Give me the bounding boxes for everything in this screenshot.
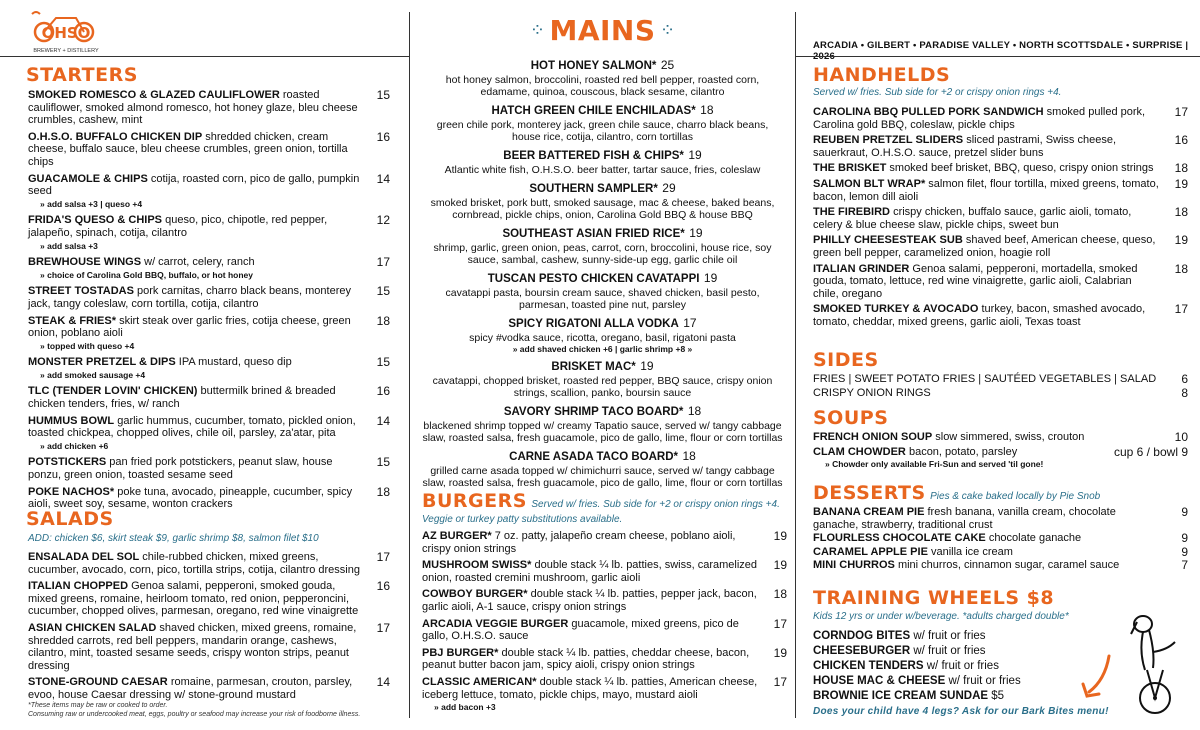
training-wheels-note: Kids 12 yrs or under w/beverage. *adults charged double* <box>813 611 1069 622</box>
item-header <box>422 101 783 119</box>
starters-list <box>28 89 392 515</box>
item-desc: roasted cauliflower, smoked almond romesco, hot honey glaze, bleu cheese crumbles, cashew, mint <box>28 89 358 127</box>
item-desc: shaved beef, American cheese, queso, green bell pepper, caramelized onion, hoagie roll <box>813 234 1156 259</box>
burgers-list <box>422 530 789 718</box>
item-price: 17 <box>773 674 787 689</box>
menu-item <box>28 456 392 481</box>
item-name: REUBEN PRETZEL SLIDERS <box>813 134 964 147</box>
item-price: 17 <box>1174 105 1188 119</box>
item-name: STONE-GROUND CAESAR <box>28 676 168 689</box>
menu-item <box>422 618 789 643</box>
item-desc: blackened shrimp topped w/ creamy Tapatio sauce, served w/ tangy cabbage slaw, roasted salsa, fresh guacamole, pico de gallo, lime, flour or corn tortillas <box>422 420 783 444</box>
menu-item <box>28 580 392 618</box>
menu-item <box>28 256 392 281</box>
menu-item <box>28 315 392 353</box>
item-addon: » add chicken +6 <box>40 440 109 451</box>
item-price: 17 <box>683 316 697 330</box>
menu-item <box>813 234 1190 259</box>
item-name: TUSCAN PESTO CHICKEN CAVATAPPI <box>487 273 700 285</box>
item-name: CORNDOG BITES <box>813 630 911 642</box>
item-name: BREWHOUSE WINGS <box>28 256 142 269</box>
item-addon: » add salsa +3 <box>40 240 98 251</box>
item-desc: double stack ¼ lb. patties, cheddar cheese, bacon, peanut butter bacon jam, spicy aioli, crispy onion strings <box>422 646 750 672</box>
training-wheels-title: TRAINING WHEELS $8 <box>813 587 1055 609</box>
item-price: 17 <box>1174 302 1188 317</box>
item-name: MINI CHURROS <box>813 559 895 572</box>
item-addon: » choice of Carolina Gold BBQ, buffalo, or hot honey <box>40 269 253 280</box>
item-price: 15 <box>376 284 390 299</box>
item-price: 6 <box>1181 372 1188 386</box>
desserts-note: Pies & cake baked locally by Pie Snob <box>930 491 1101 502</box>
item-price: 29 <box>662 181 676 195</box>
menu-item <box>813 446 1190 471</box>
item-name: BANANA CREAM PIE <box>813 506 925 518</box>
kids-item <box>813 674 1063 689</box>
item-addon: » Chowder only available Fri-Sun and served 'til gone! <box>825 459 1044 470</box>
item-name: BROWNIE ICE CREAM SUNDAE <box>813 690 989 702</box>
item-desc: smoked pulled pork, Carolina gold BBQ, coleslaw, pickle chips <box>813 106 1146 131</box>
item-price: 17 <box>773 616 787 631</box>
item-price: 18 <box>1174 261 1188 276</box>
item-price: 9 <box>1181 544 1188 559</box>
menu-item <box>813 431 1190 444</box>
menu-item <box>813 373 1190 386</box>
item-price: 16 <box>1174 133 1188 148</box>
item-name: STEAK & FRIES* <box>28 314 117 327</box>
disclaimer-line: Consuming raw or undercooked meat, eggs, poultry or seafood may increase your risk of foodborne illness. <box>28 710 361 718</box>
item-price: 19 <box>773 558 787 573</box>
item-name: PHILLY CHEESESTEAK SUB <box>813 234 963 247</box>
item-price: 18 <box>773 587 787 602</box>
sides-list <box>813 373 1190 400</box>
menu-item <box>28 131 392 169</box>
handhelds-title: HANDHELDS <box>813 64 951 86</box>
menu-item <box>422 676 789 714</box>
item-desc: Genoa salami, pepperoni, smoked gouda, mixed greens, romaine, heirloom tomato, red onion, pepperoncini, cucumber, chopped olives, parmesan, oregano, red wine vinaigrette <box>28 580 359 618</box>
header-rule <box>0 56 410 57</box>
item-name: SPICY RIGATONI ALLA VODKA <box>508 318 679 330</box>
item-desc: pork carnitas, charro black beans, monterey jack, tangy coleslaw, corn tortilla, cotija, cilantro <box>28 285 351 310</box>
item-price: 15 <box>376 88 390 102</box>
item-header <box>422 179 783 197</box>
burgers-note: Served w/ fries. Sub side for +2 or crispy onion rings +4. <box>531 499 780 510</box>
item-price: 17 <box>376 550 390 564</box>
menu-item <box>813 506 1190 531</box>
menu-item <box>422 588 789 613</box>
menu-item <box>28 415 392 453</box>
item-desc: shrimp, garlic, green onion, peas, carrot, corn, broccolini, house rice, soy sauce, sambal, cashew, sunny-side-up egg, garlic chile oil <box>433 242 772 266</box>
menu-item <box>28 285 392 310</box>
item-price: cup 6 / bowl 9 <box>1113 444 1188 459</box>
menu-item <box>28 551 392 576</box>
item-price: 19 <box>640 359 654 373</box>
menu-item <box>422 647 789 672</box>
main-item <box>422 357 783 399</box>
menu-item <box>813 303 1190 328</box>
item-price: 19 <box>773 529 787 543</box>
item-name: CLASSIC AMERICAN* <box>422 675 537 688</box>
item-name: SAVORY SHRIMP TACO BOARD* <box>503 406 684 418</box>
item-desc: grilled carne asada topped w/ chimichurri sauce, served w/ tangy cabbage slaw, roasted salsa, fresh guacamole, pico de gallo, lime, flour or corn tortillas <box>422 465 783 489</box>
item-price: 18 <box>376 484 390 499</box>
menu-item <box>813 532 1190 545</box>
item-name: CARAMEL APPLE PIE <box>813 545 928 558</box>
item-price: 25 <box>660 58 675 72</box>
menu-item <box>813 559 1190 572</box>
menu-item <box>28 385 392 410</box>
item-desc: Atlantic white fish, O.H.S.O. beer batter, tartar sauce, fries, coleslaw <box>444 164 761 176</box>
menu-item <box>28 676 392 701</box>
item-name: BRISKET MAC* <box>551 361 636 373</box>
item-price: 19 <box>1174 233 1188 248</box>
item-price: 14 <box>376 413 390 428</box>
menu-item <box>422 530 789 555</box>
item-desc: w/ fruit or fries <box>948 675 1021 687</box>
item-desc: 7 oz. patty, jalapeño cream cheese, poblano aioli, crispy onion strings <box>422 530 736 555</box>
main-item <box>422 269 783 311</box>
item-desc: poke tuna, avocado, pineapple, cucumber, spicy aioli, sweet soy, sesame, wonton crackers <box>28 485 353 511</box>
item-name: HOT HONEY SALMON* <box>530 60 657 72</box>
item-desc: guacamole, mixed greens, pico de gallo, O.H.S.O. sauce <box>422 617 739 643</box>
item-desc: shaved chicken, mixed greens, romaine, shredded carrots, red bell peppers, mandarin orange, cashews, cilantro, mint, toasted sesame seeds, crispy wonton strips, peanut dressing <box>28 621 357 672</box>
item-desc: mini churros, cinnamon sugar, caramel sauce <box>897 559 1120 572</box>
item-name: SOUTHERN SAMPLER* <box>529 183 658 195</box>
kids-item <box>813 659 1063 674</box>
burgers-header <box>422 490 783 525</box>
item-price: 19 <box>689 226 703 240</box>
sparkle-icon: ⁘ <box>529 20 546 40</box>
item-desc: double stack ¼ lb. patties, pepper jack, bacon, garlic aioli, A-1 sauce, crispy onion strings <box>422 588 757 613</box>
item-name: SMOKED ROMESCO & GLAZED CAULIFLOWER <box>28 89 280 101</box>
item-price: 14 <box>376 675 390 690</box>
soups-list <box>813 431 1190 473</box>
menu-item <box>813 106 1190 131</box>
item-price: 17 <box>376 255 390 270</box>
item-name: SOUTHEAST ASIAN FRIED RICE* <box>502 228 685 240</box>
item-addon: » add smoked sausage +4 <box>40 369 146 380</box>
item-price: 12 <box>376 213 390 228</box>
desserts-list <box>813 506 1190 573</box>
item-desc: crispy chicken, buffalo sauce, garlic aioli, tomato, celery & blue cheese slaw, pickle chips, sweet bun <box>813 206 1132 231</box>
soups-title: SOUPS <box>813 407 889 429</box>
main-item <box>422 56 783 98</box>
item-desc: w/ fruit or fries <box>913 645 986 657</box>
item-name: O.H.S.O. BUFFALO CHICKEN DIP <box>28 130 203 143</box>
item-price: 19 <box>773 645 787 660</box>
item-desc: slow simmered, swiss, crouton <box>935 431 1085 443</box>
item-desc: sliced pastrami, Swiss cheese, sauerkraut, O.H.S.O. sauce, pretzel slider buns <box>813 134 1116 159</box>
main-item <box>422 101 783 143</box>
item-name: MUSHROOM SWISS* <box>422 559 532 572</box>
column-left <box>0 0 410 730</box>
ohso-logo-icon <box>26 8 106 54</box>
item-desc: smoked beef brisket, BBQ, queso, crispy onion strings <box>889 162 1154 175</box>
burgers-title: BURGERS <box>422 490 527 512</box>
item-desc: CRISPY ONION RINGS <box>813 386 931 399</box>
kids-item <box>813 689 1063 704</box>
item-price: 18 <box>682 449 696 463</box>
menu-item <box>28 173 392 211</box>
item-price: 15 <box>376 455 390 470</box>
item-name: TLC (TENDER LOVIN' CHICKEN) <box>28 385 198 398</box>
item-name: MONSTER PRETZEL & DIPS <box>28 356 176 369</box>
menu-item <box>813 387 1190 400</box>
main-item <box>422 447 783 489</box>
logo-tagline: BREWERY + DISTILLERY <box>33 48 99 54</box>
item-price: 9 <box>1181 505 1188 519</box>
item-name: CHICKEN TENDERS <box>813 660 924 672</box>
item-desc: buttermilk brined & breaded chicken tenders, fries, w/ ranch <box>28 385 336 411</box>
item-desc: turkey, bacon, smashed avocado, tomato, cheddar, mixed greens, garlic aioli, Texas toast <box>813 303 1146 328</box>
item-price: 18 <box>700 103 714 117</box>
item-desc: IPA mustard, queso dip <box>178 356 292 369</box>
item-name: FRIDA'S QUESO & CHIPS <box>28 214 163 227</box>
arrow-icon <box>1077 652 1117 702</box>
item-header <box>422 447 783 465</box>
item-price: 17 <box>376 620 390 635</box>
item-name: STREET TOSTADAS <box>28 285 134 298</box>
item-addon: » add bacon +3 <box>434 702 496 713</box>
item-desc: w/ carrot, celery, ranch <box>144 256 255 269</box>
item-name: HUMMUS BOWL <box>28 414 115 427</box>
item-header <box>422 314 783 332</box>
item-name: THE FIREBIRD <box>813 206 890 219</box>
item-price: 9 <box>1181 531 1188 546</box>
burgers-note: Veggie or turkey patty substitutions available. <box>422 514 623 525</box>
mains-title: MAINS <box>549 14 656 47</box>
item-desc: Genoa salami, pepperoni, mortadella, smoked gouda, tomato, lettuce, red wine vinaigrette, garlic aioli, Calabrian chile, oregano <box>813 262 1138 300</box>
salads-list <box>28 551 392 706</box>
item-name: ARCADIA VEGGIE BURGER <box>422 617 569 630</box>
main-item <box>422 179 783 221</box>
item-desc: vanilla ice cream <box>930 545 1013 558</box>
item-desc: romaine, parmesan, crouton, parsley, evoo, house Caesar dressing w/ stone-ground mustard <box>28 676 353 701</box>
item-name: GUACAMOLE & CHIPS <box>28 172 148 185</box>
item-name: ASIAN CHICKEN SALAD <box>28 621 157 634</box>
item-price: 19 <box>1174 176 1188 191</box>
item-desc: chocolate ganache <box>988 532 1082 545</box>
item-header <box>422 146 783 164</box>
handhelds-list <box>813 106 1190 332</box>
item-name: FLOURLESS CHOCOLATE CAKE <box>813 532 986 545</box>
sides-title: SIDES <box>813 349 879 371</box>
handhelds-note: Served w/ fries. Sub side for +2 or crispy onion rings +4. <box>813 87 1062 98</box>
item-name: ITALIAN CHOPPED <box>28 580 129 593</box>
item-price: 7 <box>1181 558 1188 573</box>
item-desc: $5 <box>991 690 1005 702</box>
item-price: 18 <box>687 404 702 418</box>
main-item <box>422 314 783 354</box>
column-middle <box>410 0 795 730</box>
item-name: CHEESEBURGER <box>813 645 911 657</box>
disclaimer <box>28 702 360 719</box>
dog-icon <box>1125 612 1185 717</box>
salads-note: ADD: chicken $6, skirt steak $9, garlic shrimp $8, salmon filet $10 <box>28 533 319 544</box>
item-desc: double stack ¼ lb. patties, American cheese, iceberg lettuce, tomato, pickle chips, mayo, mustard aioli <box>422 675 758 701</box>
starters-title: STARTERS <box>26 64 138 86</box>
item-name: BEER BATTERED FISH & CHIPS* <box>503 150 684 162</box>
item-desc: smoked brisket, pork butt, smoked sausage, mac & cheese, baked beans, cornbread, pickle chips, onion, Carolina Gold BBQ & house BBQ <box>430 197 775 221</box>
item-desc: w/ fruit or fries <box>913 630 986 642</box>
item-desc: salmon filet, flour tortilla, mixed greens, tomato, bacon, lemon dill aioli <box>813 177 1159 203</box>
item-name: SALMON BLT WRAP* <box>813 177 926 190</box>
item-addon: » add shaved chicken +6 | garlic shrimp +8 » <box>512 344 693 354</box>
item-name: ENSALADA DEL SOL <box>28 551 140 563</box>
menu-item <box>422 559 789 584</box>
item-desc: chile-rubbed chicken, mixed greens, cucumber, avocado, corn, pico, tortilla strips, cotija, cilantro dressing <box>28 551 360 576</box>
item-name: CAROLINA BBQ PULLED PORK SANDWICH <box>813 106 1044 118</box>
item-price: 14 <box>376 171 390 186</box>
menu-item <box>28 89 392 127</box>
menu-item <box>28 356 392 381</box>
item-price: 10 <box>1174 430 1188 444</box>
item-desc: fresh banana, vanilla cream, chocolate ganache, strawberry, traditional crust <box>813 506 1116 531</box>
item-name: HATCH GREEN CHILE ENCHILADAS* <box>491 105 696 117</box>
menu-item <box>28 622 392 672</box>
mains-header <box>410 14 795 47</box>
item-price: 16 <box>376 129 390 144</box>
item-name: POTSTICKERS <box>28 456 107 469</box>
item-price: 15 <box>376 355 390 370</box>
menu-item <box>813 134 1190 159</box>
item-name: PBJ BURGER* <box>422 646 499 659</box>
header-rule <box>795 56 1200 57</box>
main-item <box>422 402 783 444</box>
item-addon: » topped with queso +4 <box>40 340 135 351</box>
item-price: 16 <box>376 384 390 399</box>
logo-text: OHSO <box>41 24 91 42</box>
item-header <box>422 56 783 74</box>
column-right <box>795 0 1200 730</box>
sparkle-icon: ⁘ <box>659 20 676 40</box>
bark-bites-note: Does your child have 4 legs? Ask for our Bark Bites menu! <box>813 706 1109 717</box>
item-header <box>422 269 783 287</box>
item-desc: cavatappi, chopped brisket, roasted red pepper, BBQ sauce, crispy onion strings, scallion, panko, boursin sauce <box>432 375 773 399</box>
item-name: AZ BURGER* <box>422 530 492 542</box>
item-desc: cotija, roasted corn, pico de gallo, pumpkin seed <box>28 172 360 198</box>
item-price: 8 <box>1181 385 1188 400</box>
menu-item <box>813 546 1190 559</box>
item-name: CARNE ASADA TACO BOARD* <box>509 451 679 463</box>
main-item <box>422 146 783 176</box>
item-desc: pan fried pork potstickers, peanut slaw, house ponzu, green onion, toasted sesame seed <box>28 456 333 482</box>
salads-title: SALADS <box>26 508 114 530</box>
mains-list <box>422 56 783 492</box>
desserts-title: DESSERTS <box>813 482 926 504</box>
item-name: HOUSE MAC & CHEESE <box>813 675 946 687</box>
desserts-header <box>813 482 1190 504</box>
menu-item <box>813 206 1190 231</box>
item-name: SMOKED TURKEY & AVOCADO <box>813 303 979 316</box>
item-desc: FRIES | SWEET POTATO FRIES | SAUTÉED VEGETABLES | SALAD <box>813 373 1157 385</box>
item-price: 18 <box>1174 205 1188 220</box>
kids-item <box>813 629 1063 644</box>
locations: ARCADIA • GILBERT • PARADISE VALLEY • NORTH SCOTTSDALE • SURPRISE | <box>813 40 1189 51</box>
item-name: THE BRISKET <box>813 162 887 175</box>
item-price: 16 <box>376 579 390 594</box>
item-name: ITALIAN GRINDER <box>813 262 910 275</box>
item-name: FRENCH ONION SOUP <box>813 431 933 443</box>
item-price: 18 <box>376 313 390 328</box>
main-item <box>422 224 783 266</box>
menu-item <box>28 214 392 252</box>
item-price: 19 <box>688 148 702 162</box>
item-desc: garlic hummus, cucumber, tomato, pickled onion, toasted chickpea, chopped olives, chile oil, parsley, za'atar, pita <box>28 414 356 440</box>
item-desc: bacon, potato, parsley <box>908 445 1018 458</box>
item-name: CLAM CHOWDER <box>813 445 906 458</box>
item-desc: shredded chicken, cream cheese, buffalo sauce, bleu cheese crumbles, green onion, tortilla chips <box>28 130 348 168</box>
disclaimer-line: *These items may be raw or cooked to order. <box>28 702 168 709</box>
menu-item <box>813 178 1190 203</box>
item-name: COWBOY BURGER* <box>422 588 528 601</box>
item-desc: green chile pork, monterey jack, green chile sauce, charro black beans, house rice, cotija, cilantro, corn tortillas <box>436 119 769 143</box>
item-desc: w/ fruit or fries <box>926 660 999 672</box>
item-price: 18 <box>1174 161 1188 176</box>
item-desc: hot honey salmon, broccolini, roasted red bell pepper, roasted corn, edamame, quinoa, couscous, black sesame, cilantro <box>445 74 760 98</box>
item-desc: spicy #vodka sauce, ricotta, oregano, basil, rigatoni pasta <box>469 332 736 344</box>
menu-item <box>813 263 1190 301</box>
item-header <box>422 224 783 242</box>
item-name: POKE NACHOS* <box>28 485 115 498</box>
item-price: 19 <box>703 271 718 285</box>
menu-item <box>813 162 1190 175</box>
item-header <box>422 402 783 420</box>
kids-item <box>813 644 1063 659</box>
kids-list <box>813 629 1063 704</box>
item-header <box>422 357 783 375</box>
item-desc: skirt steak over garlic fries, cotija cheese, green onion, poblano aioli <box>28 314 351 340</box>
item-desc: queso, pico, chipotle, red pepper, jalapeño, spinach, cotija, cilantro <box>28 214 328 239</box>
item-desc: cavatappi pasta, boursin cream sauce, shaved chicken, basil pesto, parmesan, toasted pine nut, parsley <box>445 287 760 311</box>
item-addon: » add salsa +3 | queso +4 <box>40 198 143 209</box>
item-desc: double stack ¼ lb. patties, swiss, caramelized onion, roasted cremini mushroom, garlic aioli <box>422 559 758 584</box>
